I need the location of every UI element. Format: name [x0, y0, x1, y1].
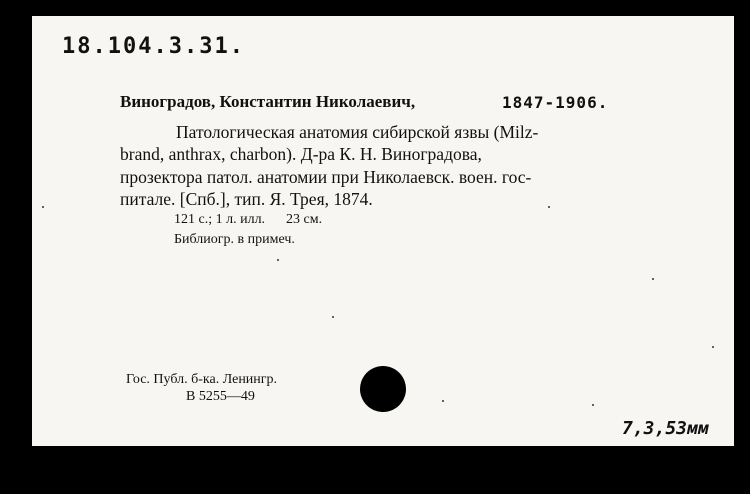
- punch-hole: [360, 366, 406, 412]
- dust-speck: [442, 400, 444, 402]
- dust-speck: [712, 346, 714, 348]
- library-name: Гос. Публ. б-ка. Ленингр.: [126, 372, 278, 387]
- title-line-2: brand, anthrax, charbon). Д-ра К. Н. Виноградова,: [120, 144, 482, 164]
- library-shelfmark: В 5255—49: [186, 389, 255, 404]
- dust-speck: [652, 278, 654, 280]
- dust-speck: [332, 316, 334, 318]
- price-note: 7,3,53мм: [622, 418, 709, 439]
- dust-speck: [42, 206, 44, 208]
- heading-author: Виноградов, Константин Николаевич,: [120, 92, 416, 111]
- dust-speck: [277, 259, 279, 261]
- title-line-3: прозектора патол. анатомии при Николаевск. воен. гос-: [120, 167, 532, 187]
- dust-speck: [548, 206, 550, 208]
- title-line-4: питале. [Спб.], тип. Я. Трея, 1874.: [120, 189, 373, 209]
- heading-dates: 1847-1906.: [502, 93, 609, 112]
- title-line-1: Патологическая анатомия сибирской язвы (Milz-: [176, 122, 539, 142]
- catalog-card: [32, 16, 734, 446]
- bibliography-note: Библиогр. в примеч.: [174, 232, 295, 247]
- dust-speck: [592, 404, 594, 406]
- physical-description: 121 с.; 1 л. илл. 23 см.: [174, 212, 323, 227]
- call-number: 18.104.3.31.: [62, 34, 245, 59]
